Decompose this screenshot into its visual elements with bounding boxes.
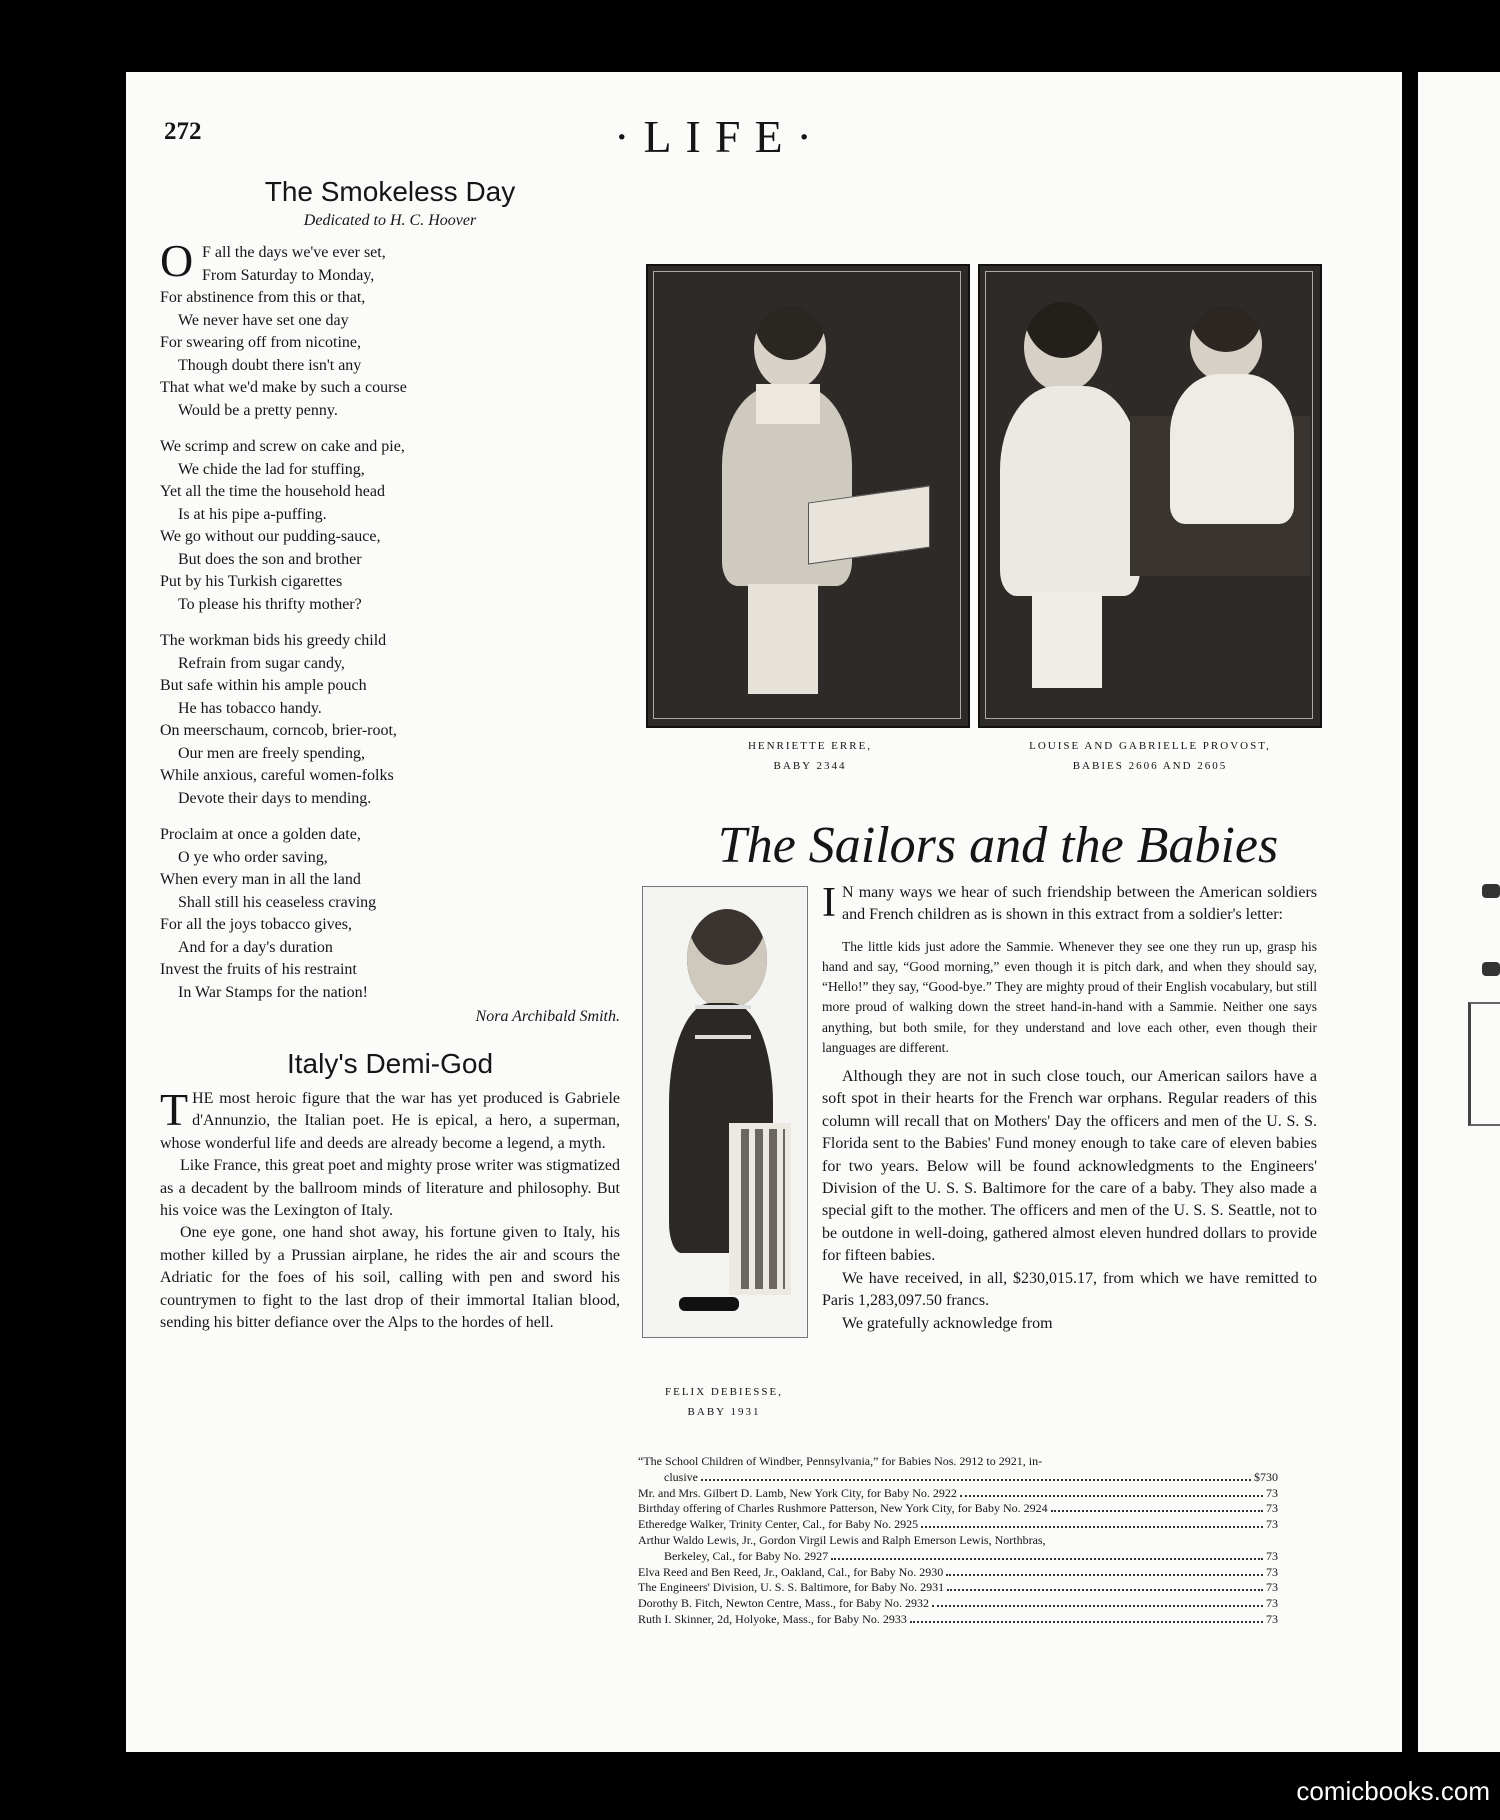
- poem-stanza-4: [160, 824, 620, 1004]
- ledger-donor: Elva Reed and Ben Reed, Jr., Oakland, Cal., for Baby No. 2930: [638, 1564, 944, 1579]
- poem-line: For swearing off from nicotine,: [160, 334, 361, 351]
- ledger-row: [638, 1486, 1278, 1502]
- child-head: [1024, 302, 1102, 392]
- article-paragraph-1: Although they are not in such close touch, our American sailors have a soft spot in their hearts for the French war orphans. Regular readers of this column will recall that on Mothers' Day the officers and men of the U. S. S. Florida sent to the Babies' Fund money enough to take care of eleven babies for two years. Below will be found acknowledgments to the Engineers' Division of the U. S. S. Baltimore for the care of a baby. They also made a special gift to the mother. The officers and men of the U. S. S. Seattle, not to be outdone in well-doing, gathered almost eleven hundred dollars to provide for fifteen babies.: [822, 1068, 1317, 1265]
- leader-dots: [960, 1495, 1263, 1497]
- italy-article-title: Italy's Demi-God: [286, 1048, 494, 1079]
- italy-paragraph-3: One eye gone, one hand shot away, his fortune given to Italy, his mother killed by a Prussian airplane, he rides the air and scours the Adriatic for the foes of his soil, calling with pen and sword his countrymen to fight to the last drop of their immortal Italian blood, sending his bitter defiance over the Alps to the hordes of hell.: [160, 1224, 620, 1332]
- poem-author: Nora Archibald Smith.: [475, 1008, 620, 1025]
- poem-line: The workman bids his greedy child: [160, 632, 387, 649]
- page-number: 272: [164, 118, 202, 145]
- left-column: [160, 176, 620, 1334]
- leader-dots: [701, 1479, 1251, 1481]
- ledger-row: [638, 1501, 1278, 1517]
- ledger-amount: 73: [1266, 1580, 1278, 1595]
- poem-line: But safe within his ample pouch: [160, 677, 367, 694]
- ledger-donor: Mr. and Mrs. Gilbert D. Lamb, New York City, for Baby No. 2922: [638, 1485, 957, 1500]
- child-shoes: [679, 1297, 739, 1311]
- poem-line: When every man in all the land: [160, 871, 361, 888]
- poem-drop-cap: O: [160, 235, 194, 286]
- poem-line: Shall still his ceaseless craving: [178, 893, 377, 911]
- donation-ledger: [638, 1454, 1278, 1628]
- ledger-donor: Etheredge Walker, Trinity Center, Cal., for Baby No. 2925: [638, 1517, 919, 1532]
- italy-drop-cap: T: [160, 1084, 189, 1135]
- poem-line: We never have set one day: [178, 311, 349, 329]
- baby-head: [1190, 306, 1262, 382]
- poem-title: The Smokeless Day: [264, 176, 516, 207]
- ledger-row: [638, 1596, 1278, 1612]
- caption-provost: [990, 736, 1310, 776]
- poem-stanza-3: [160, 630, 620, 810]
- ledger-amount: 73: [1266, 1611, 1278, 1626]
- ledger-row: [638, 1454, 1278, 1470]
- photo-felix-debiesse: [642, 886, 808, 1338]
- poem-line: Would be a pretty penny.: [178, 401, 338, 419]
- ledger-amount: 73: [1266, 1564, 1278, 1579]
- poem-line: For abstinence from this or that,: [160, 289, 366, 306]
- article-paragraph-2: We have received, in all, $230,015.17, from which we have remitted to Paris 1,283,097.50 francs.: [822, 1269, 1317, 1310]
- poem-line: Refrain from sugar candy,: [178, 654, 345, 672]
- poem-dedication: Dedicated to H. C. Hoover: [303, 212, 477, 229]
- poem-line: While anxious, careful women-folks: [160, 767, 394, 784]
- ledger-donor-cont: clusive: [664, 1469, 698, 1484]
- poem-line: On meerschaum, corncob, brier-root,: [160, 722, 397, 739]
- ledger-donor: Birthday offering of Charles Rushmore Patterson, New York City, for Baby No. 2924: [638, 1501, 1048, 1516]
- poem-line: Is at his pipe a-puffing.: [178, 505, 327, 523]
- poem-line: Invest the fruits of his restraint: [160, 961, 357, 978]
- adjacent-page-illustration: [1468, 1002, 1500, 1126]
- leader-dots: [831, 1558, 1263, 1560]
- caption-line: BABY 2344: [773, 760, 847, 772]
- child-head: [754, 306, 826, 390]
- ledger-row: [638, 1549, 1278, 1565]
- poem-line: We chide the lad for stuffing,: [178, 460, 365, 478]
- poem-line: He has tobacco handy.: [178, 699, 322, 717]
- adjacent-page-edge: [1418, 72, 1500, 1752]
- ledger-row: [638, 1580, 1278, 1596]
- sailor-collar: [695, 1005, 751, 1039]
- child-head: [687, 909, 767, 1009]
- caption-line: FELIX DEBIESSE,: [665, 1386, 783, 1398]
- ledger-row: [638, 1517, 1278, 1533]
- article-headline: The Sailors and the Babies: [717, 817, 1279, 874]
- poem-stanza-1: [160, 235, 620, 422]
- ledger-donor: Arthur Waldo Lewis, Jr., Gordon Virgil Lewis and Ralph Emerson Lewis, Northbras,: [638, 1532, 1046, 1547]
- ledger-row: [638, 1533, 1278, 1549]
- ledger-row: [638, 1565, 1278, 1581]
- italy-paragraph-1: [160, 1084, 620, 1155]
- adjacent-page-mark: [1482, 962, 1500, 976]
- ledger-amount: $730: [1254, 1469, 1278, 1484]
- caption-line: BABIES 2606 AND 2605: [1072, 760, 1228, 772]
- ledger-donor: Dorothy B. Fitch, Newton Centre, Mass., for Baby No. 2932: [638, 1596, 929, 1611]
- caption-felix: [642, 1382, 806, 1422]
- leader-dots: [932, 1605, 1263, 1607]
- leader-dots: [946, 1574, 1263, 1576]
- ledger-amount: 73: [1266, 1548, 1278, 1563]
- photo-henriette-erre: [646, 264, 970, 728]
- poem-line: Though doubt there isn't any: [178, 356, 362, 374]
- poem-line: But does the son and brother: [178, 550, 362, 568]
- adjacent-page-mark: [1482, 884, 1500, 898]
- leader-dots: [921, 1526, 1263, 1528]
- poem-line: In War Stamps for the nation!: [178, 983, 368, 1001]
- poem-line: To please his thrifty mother?: [178, 595, 362, 613]
- italy-paragraph-2: Like France, this great poet and mighty prose writer was stigmatized as a decadent by the ballroom minds of literature and philosophy. But his voice was the Lexington of Italy.: [160, 1157, 620, 1220]
- poem-line: Devote their days to mending.: [178, 789, 372, 807]
- ledger-amount: 73: [1266, 1596, 1278, 1611]
- ledger-donor: Ruth I. Skinner, 2d, Holyoke, Mass., for Baby No. 2933: [638, 1611, 907, 1626]
- poem-line: We scrimp and screw on cake and pie,: [160, 438, 405, 455]
- leader-dots: [910, 1621, 1263, 1623]
- poem-line: Put by his Turkish cigarettes: [160, 573, 343, 590]
- ledger-row: [638, 1470, 1278, 1486]
- article-drop-cap: I: [822, 880, 836, 926]
- italy-paragraph-text: HE most heroic figure that the war has yet produced is Gabriele d'Annunzio, the Italian poet. He is epical, a hero, a superman, whose wonderful life and deeds are already become a legend, a myth.: [160, 1090, 620, 1152]
- child-white-dress: [1000, 386, 1140, 596]
- ledger-amount: 73: [1266, 1501, 1278, 1516]
- poem-line: For all the joys tobacco gives,: [160, 916, 352, 933]
- poem-line: Proclaim at once a golden date,: [160, 826, 361, 843]
- ledger-amount: 73: [1266, 1517, 1278, 1532]
- photo-provost-sisters: [978, 264, 1322, 728]
- ledger-donor-cont: Berkeley, Cal., for Baby No. 2927: [664, 1548, 829, 1563]
- ledger-donor: The Engineers' Division, U. S. S. Baltimore, for Baby No. 2931: [638, 1580, 945, 1595]
- caption-henriette: [700, 736, 920, 776]
- leader-dots: [947, 1589, 1263, 1591]
- site-watermark: comicbooks.com: [1296, 1776, 1490, 1806]
- ledger-donor: “The School Children of Windber, Pennsylvania,” for Babies Nos. 2912 to 2921, in-: [638, 1454, 1043, 1468]
- baby-white-gown: [1170, 374, 1294, 524]
- poem-line: That what we'd make by such a course: [160, 379, 407, 396]
- ledger-row: [638, 1612, 1278, 1628]
- chair-back: [729, 1123, 791, 1295]
- poem-stanza-2: [160, 436, 620, 616]
- caption-line: BABY 1931: [687, 1406, 761, 1418]
- poem-line: Yet all the time the household head: [160, 483, 385, 500]
- sailor-collar: [756, 384, 820, 424]
- leader-dots: [1051, 1510, 1263, 1512]
- poem-line: From Saturday to Monday,: [202, 266, 375, 284]
- poem-line: We go without our pudding-sauce,: [160, 528, 381, 545]
- child-legs: [748, 584, 818, 694]
- poem-line: Our men are freely spending,: [178, 744, 366, 762]
- poem-line: F all the days we've ever set,: [202, 244, 386, 261]
- poem-line: And for a day's duration: [178, 938, 333, 956]
- article-body: [822, 882, 1317, 1335]
- child-legs: [1032, 592, 1102, 688]
- ledger-amount: 73: [1266, 1485, 1278, 1500]
- soldier-letter-extract: The little kids just adore the Sammie. Whenever they see one they run up, grasp his hand and say, “Good morning,” even though it is pitch dark, and when they should say, “Hello!” they say, “Good-bye.” They are mighty proud of their English vocabulary, but still more proud of walking down the street hand-in-hand with a Sammie. Neither one says anything, but both smile, for they understand and love each other, even though their languages are different.: [822, 938, 1317, 1055]
- caption-line: LOUISE AND GABRIELLE PROVOST,: [1029, 740, 1271, 752]
- article-intro-text: N many ways we hear of such friendship between the American soldiers and French children as is shown in this extract from a soldier's letter:: [842, 884, 1317, 924]
- article-intro: [822, 882, 1317, 927]
- poem-line: O ye who order saving,: [178, 848, 328, 866]
- article-paragraph-3: We gratefully acknowledge from: [842, 1314, 1053, 1332]
- masthead: ·LIFE·: [614, 111, 826, 162]
- caption-line: HENRIETTE ERRE,: [747, 740, 873, 752]
